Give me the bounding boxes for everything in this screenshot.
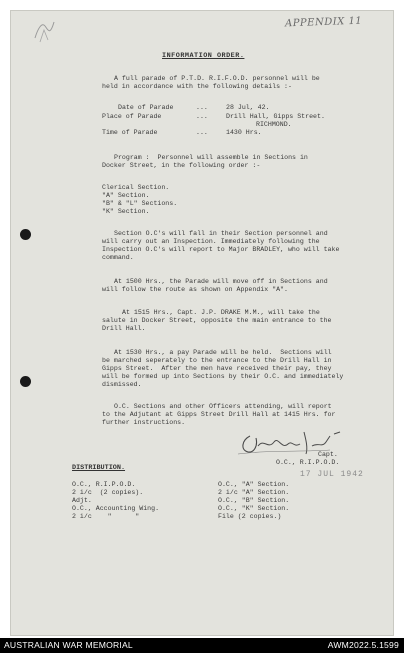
program-line-1: Program : Personnel will assemble in Sections in [114, 154, 308, 161]
section-list-item: "K" Section. [102, 208, 150, 215]
pay-para-line: be marched seperately to the entrance to the Drill Hall in [102, 357, 332, 364]
signature-title: O.C., R.I.P.O.D. [276, 459, 340, 466]
pay-para-line: will be formed up into Sections by their O.C. and immediately [102, 373, 344, 380]
distribution-left-item: Adjt. [72, 497, 92, 504]
detail-place-dots: ... [196, 113, 208, 120]
detail-place-value: Drill Hall, Gipps Street. [226, 113, 325, 120]
detail-date-dots: ... [196, 104, 208, 111]
pencil-scribble-mark [32, 16, 60, 46]
distribution-heading: DISTRIBUTION. [72, 464, 126, 472]
officers-para-line: further instructions. [102, 419, 186, 426]
archive-footer-bar [0, 638, 404, 653]
punch-hole-bottom [20, 376, 31, 387]
distribution-left-item: O.C., Accounting Wing. [72, 505, 160, 512]
program-line-2: Docker Street, in the following order :- [102, 162, 261, 169]
detail-time-value: 1430 Hrs. [226, 129, 262, 136]
officers-para-line: to the Adjutant at Gipps Street Drill Hall at 1415 Hrs. for [102, 411, 336, 418]
salute-para-line: Drill Hall. [102, 325, 146, 332]
distribution-left-item: 2 i/c (2 copies). [72, 489, 144, 496]
appendix-annotation: APPENDIX 11 [284, 15, 363, 30]
inspection-para-line: command. [102, 254, 134, 261]
distribution-left-item: O.C., R.I.P.O.D. [72, 481, 136, 488]
detail-time-label: Time of Parade [102, 129, 158, 136]
section-list-item: "A" Section. [102, 192, 150, 199]
inspection-para-line: will carry out an Inspection. Immediately following the [102, 238, 320, 245]
distribution-right-item: 2 i/c "A" Section. [218, 489, 290, 496]
inspection-para-line: Section O.C's will fall in their Section personnel and [114, 230, 328, 237]
detail-date-value: 28 Jul, 42. [226, 104, 270, 111]
pay-para-line: Gipps Street. After the men have received their pay, they [102, 365, 332, 372]
punch-hole-top [20, 229, 31, 240]
detail-date-label: Date of Parade [118, 104, 174, 111]
officers-para-line: O.C. Sections and other Officers attending, will report [114, 403, 332, 410]
footer-accession-number: AWM2022.5.1599 [327, 640, 399, 650]
intro-line-1: A full parade of P.T.D. R.I.F.O.D. personnel will be [114, 75, 320, 82]
intro-line-2: held in accordance with the following details :- [102, 83, 292, 90]
salute-para-line: salute in Docker Street, opposite the main entrance to the [102, 317, 332, 324]
distribution-right-item: O.C., "K" Section. [218, 505, 290, 512]
distribution-left-item: 2 i/c " " [72, 513, 140, 520]
distribution-right-item: File (2 copies.) [218, 513, 282, 520]
section-list-item: "B" & "L" Sections. [102, 200, 178, 207]
detail-place-value-2: RICHMOND. [256, 121, 292, 128]
march-para-line: will follow the route as shown on Appendix "A". [102, 286, 288, 293]
detail-time-dots: ... [196, 129, 208, 136]
footer-institution: AUSTRALIAN WAR MEMORIAL [4, 640, 133, 650]
pay-para-line: At 1530 Hrs., a pay Parade will be held. Sections will [114, 349, 332, 356]
distribution-right-item: O.C., "A" Section. [218, 481, 290, 488]
salute-para-line: At 1515 Hrs., Capt. J.P. DRAKE M.M., will take the [122, 309, 320, 316]
pay-para-line: dismissed. [102, 381, 142, 388]
date-stamp: 17 JUL 1942 [300, 470, 364, 479]
march-para-line: At 1500 Hrs., the Parade will move off in Sections and [114, 278, 328, 285]
detail-place-label: Place of Parade [102, 113, 162, 120]
page-title: INFORMATION ORDER. [162, 52, 245, 60]
signature-rank: Capt. [318, 451, 338, 458]
section-list-item: Clerical Section. [102, 184, 170, 191]
distribution-right-item: O.C., "B" Section. [218, 497, 290, 504]
inspection-para-line: Inspection O.C's will report to Major BRADLEY, who will take [102, 246, 340, 253]
